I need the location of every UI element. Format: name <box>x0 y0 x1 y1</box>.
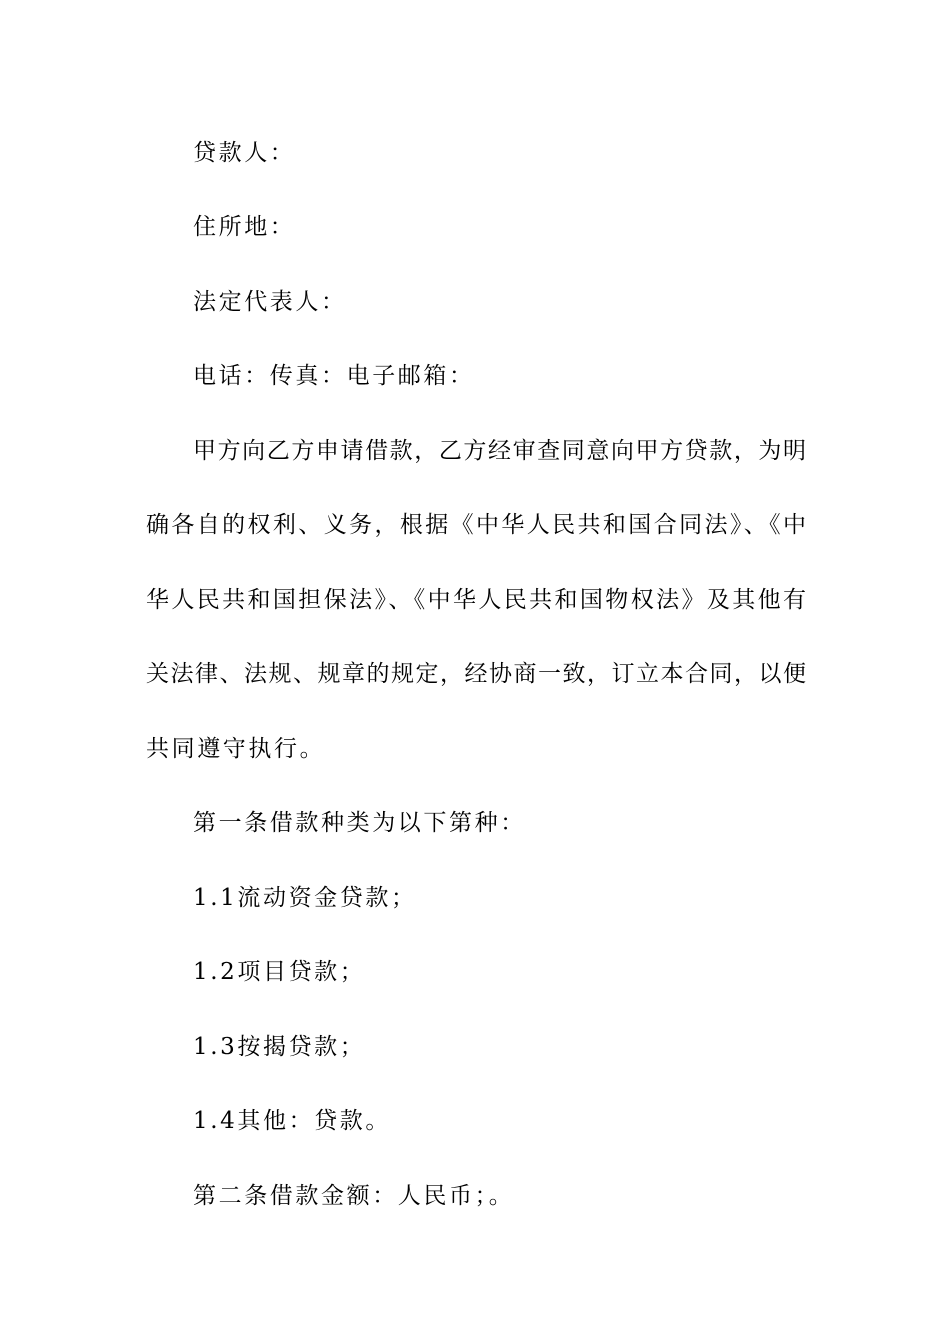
article-1-item: 1.1流动资金贷款； <box>193 885 417 911</box>
article-1-item: 1.2项目贷款； <box>193 959 366 985</box>
article-2-title: 第二条借款金额：人民币；。 <box>193 1183 515 1209</box>
legal-representative-field: 法定代表人： <box>193 289 347 315</box>
preamble-line: 确各自的权利、义务，根据《中华人民共和国合同法》、《中 <box>146 512 806 538</box>
contact-field: 电话：传真：电子邮箱： <box>193 363 475 389</box>
article-1-item: 1.3按揭贷款； <box>193 1034 366 1060</box>
preamble-line-last: 共同遵守执行。 <box>146 736 326 762</box>
article-1-title: 第一条借款种类为以下第种： <box>193 810 526 836</box>
preamble-line: 甲方向乙方申请借款，乙方经审查同意向甲方贷款，为明 <box>193 438 806 464</box>
lender-field: 贷款人： <box>193 140 296 166</box>
address-field: 住所地： <box>193 214 296 240</box>
preamble-line: 华人民共和国担保法》、《中华人民共和国物权法》及其他有 <box>146 587 806 613</box>
article-1-item: 1.4其他：贷款。 <box>193 1108 391 1134</box>
preamble-line: 关法律、法规、规章的规定，经协商一致，订立本合同，以便 <box>146 661 806 687</box>
